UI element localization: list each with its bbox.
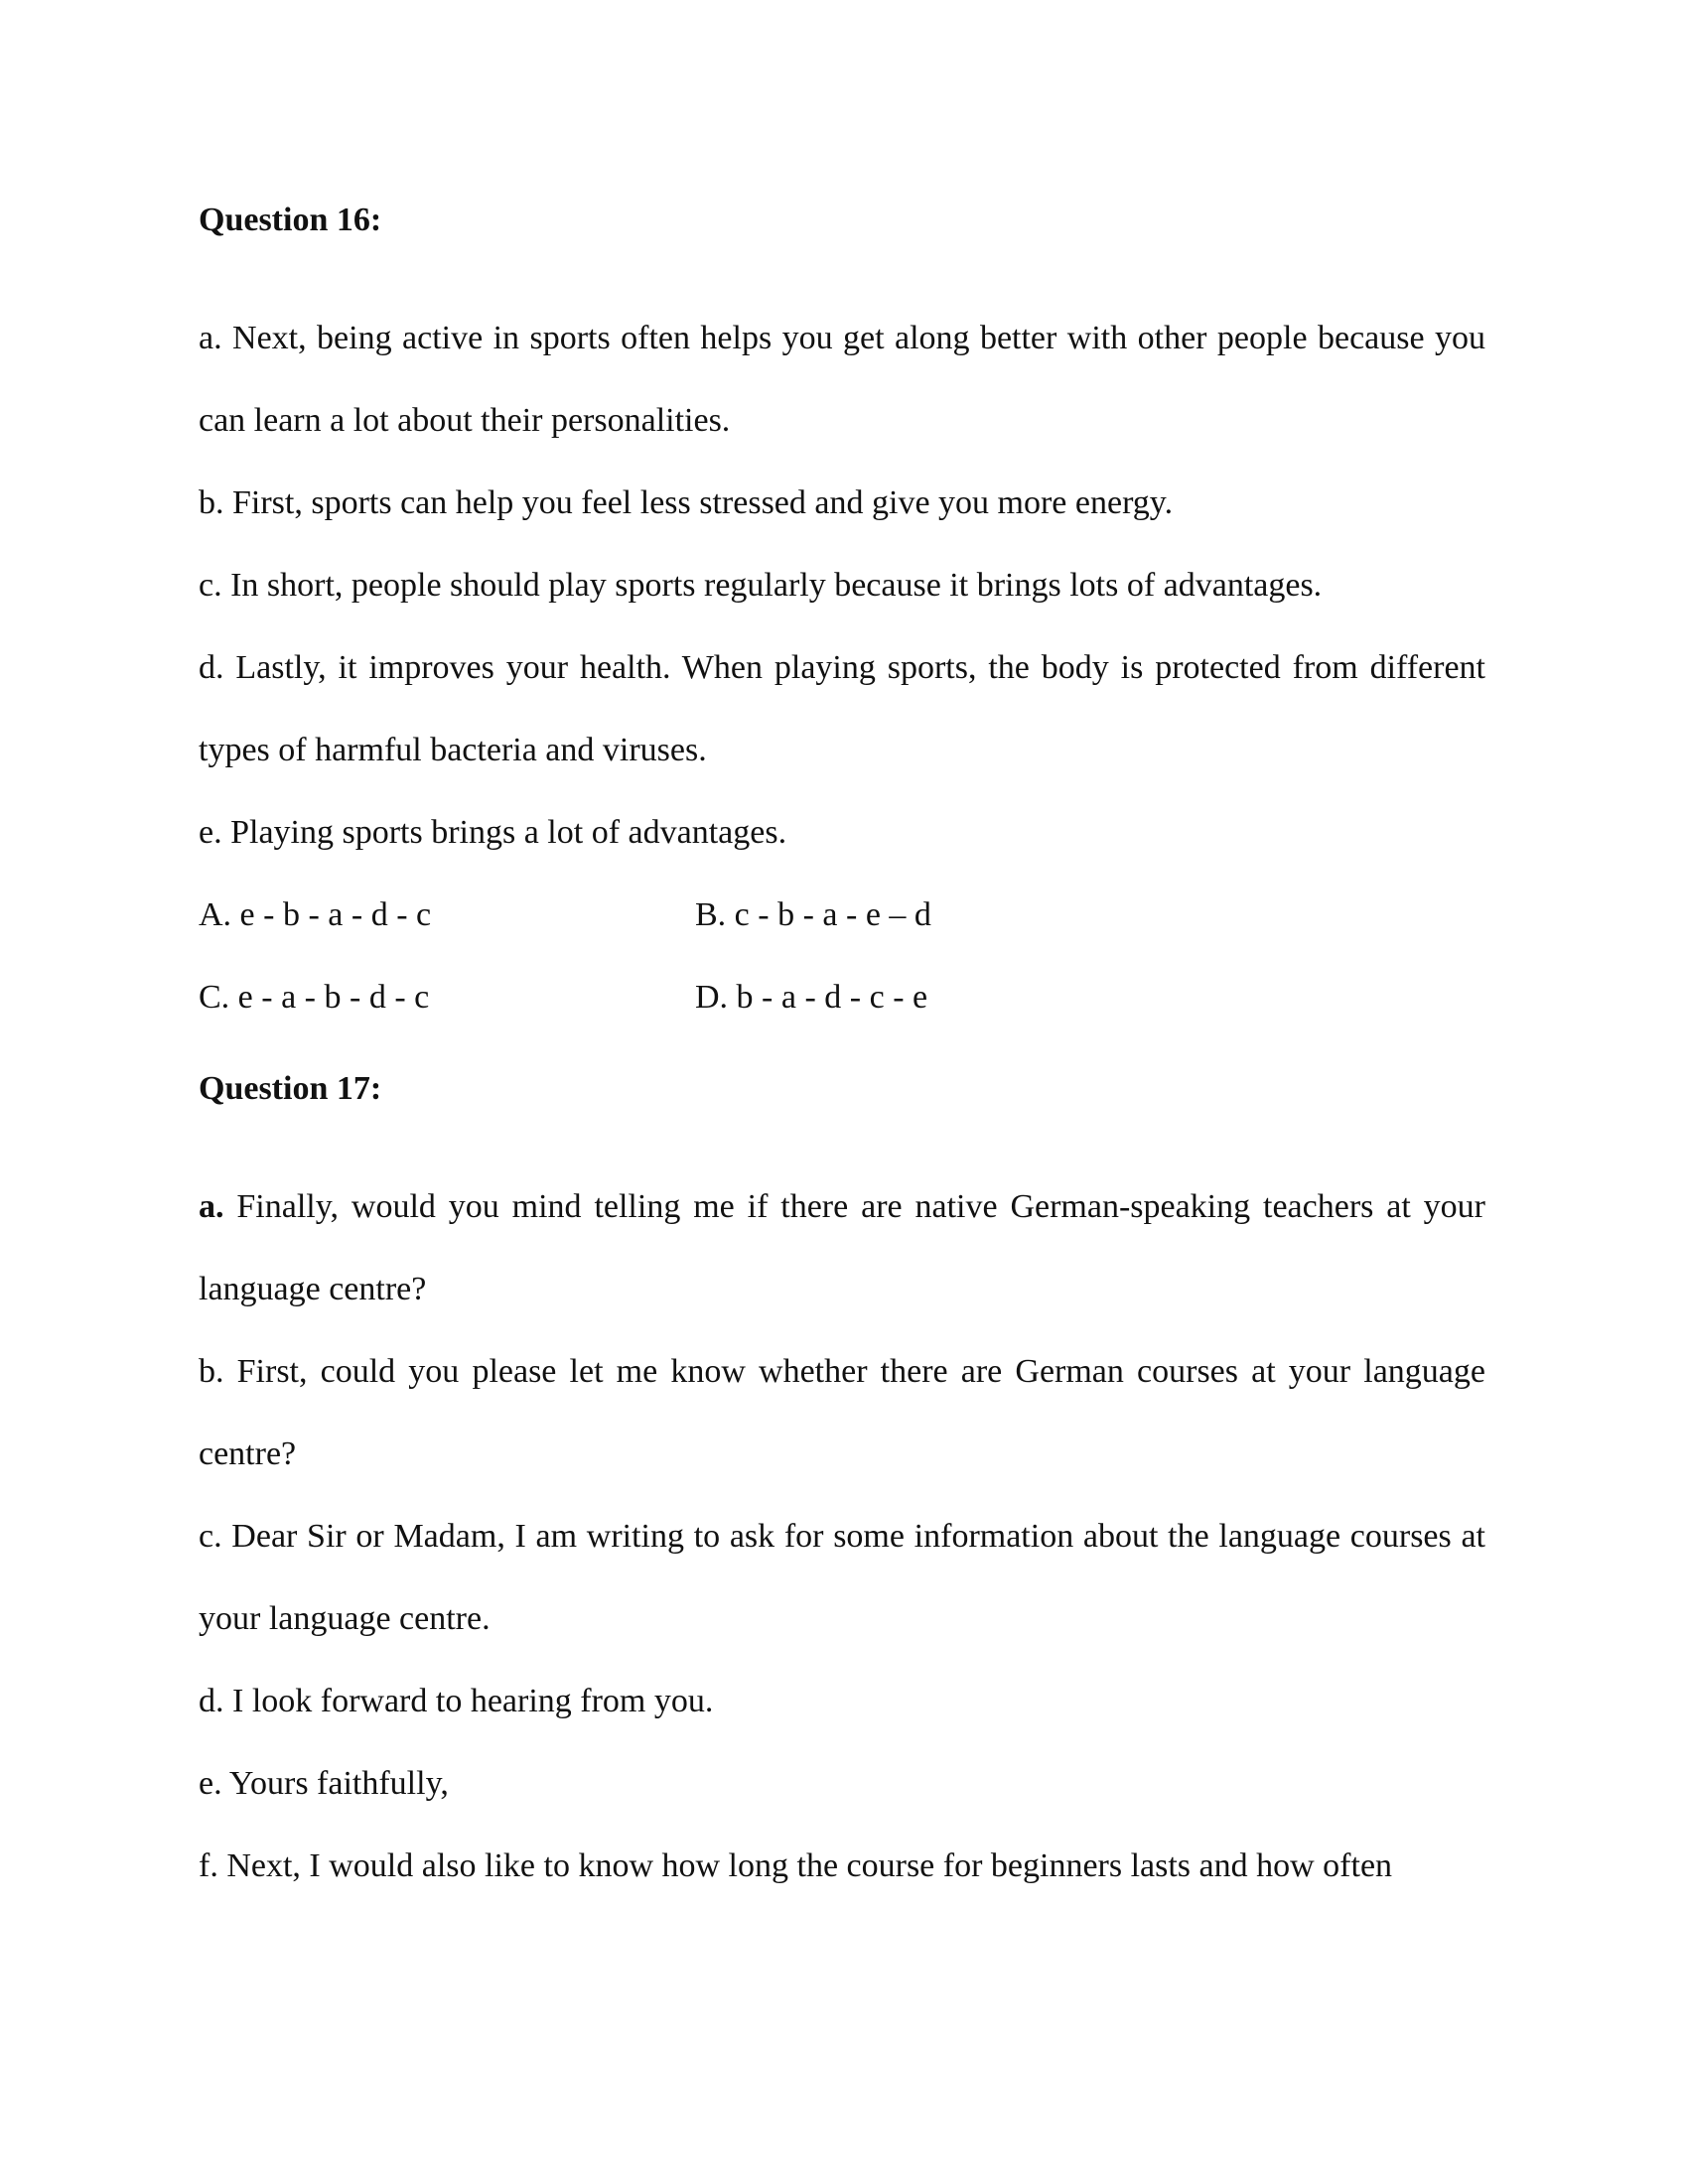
q17-item-f-text: Next, I would also like to know how long the course for beginners lasts and how often xyxy=(226,1847,1393,1884)
q16-item-a xyxy=(199,297,1485,462)
q16-option-b: B. c - b - a - e – d xyxy=(695,896,931,933)
q16-item-c xyxy=(199,544,1485,626)
q16-item-e-text: Playing sports brings a lot of advantages. xyxy=(230,814,787,851)
q16-item-e-label: e. xyxy=(199,814,222,851)
q16-options xyxy=(199,874,1485,1038)
q17-item-c xyxy=(199,1495,1485,1660)
question-16-heading: Question 16: xyxy=(199,202,382,238)
question-17-heading: Question 17: xyxy=(199,1070,382,1107)
q16-options-row-1 xyxy=(199,874,1485,956)
q16-item-d xyxy=(199,626,1485,791)
q17-item-b xyxy=(199,1330,1485,1495)
q17-item-a-text: Finally, would you mind telling me if there are native German-speaking teachers at your language centre? xyxy=(199,1188,1485,1307)
q17-item-d-label: d. xyxy=(199,1683,224,1719)
q16-item-b-text: First, sports can help you feel less stressed and give you more energy. xyxy=(232,484,1174,521)
q16-item-d-label: d. xyxy=(199,649,224,686)
q16-item-a-label: a. xyxy=(199,320,222,356)
q16-option-d: D. b - a - d - c - e xyxy=(695,979,928,1016)
q17-item-f xyxy=(199,1825,1485,1907)
q17-item-d-text: I look forward to hearing from you. xyxy=(232,1683,714,1719)
q17-item-e-label: e. xyxy=(199,1765,222,1802)
q16-item-a-text: Next, being active in sports often helps you get along better with other people because you can learn a lot about their personalities. xyxy=(199,320,1486,439)
q17-item-d xyxy=(199,1660,1485,1742)
document-page xyxy=(199,196,1485,1907)
q17-item-a-label: a. xyxy=(199,1188,224,1225)
q17-item-e-text: Yours faithfully, xyxy=(228,1765,449,1802)
q16-item-b xyxy=(199,462,1485,544)
q17-item-b-label: b. xyxy=(199,1353,224,1390)
q17-item-c-label: c. xyxy=(199,1518,222,1555)
q16-option-a: A. e - b - a - d - c xyxy=(199,896,432,933)
q16-item-c-label: c. xyxy=(199,567,222,604)
q16-option-c: C. e - a - b - d - c xyxy=(199,979,430,1016)
q16-options-row-2 xyxy=(199,956,1485,1038)
q16-item-d-text: Lastly, it improves your health. When playing sports, the body is protected from different types of harmful bacteria and viruses. xyxy=(199,649,1485,768)
q16-item-c-text: In short, people should play sports regularly because it brings lots of advantages. xyxy=(230,567,1323,604)
q17-item-e xyxy=(199,1742,1485,1825)
q17-item-f-label: f. xyxy=(199,1847,218,1884)
q16-item-b-label: b. xyxy=(199,484,224,521)
q17-item-b-text: First, could you please let me know whether there are German courses at your language centre? xyxy=(199,1353,1485,1472)
q17-item-a xyxy=(199,1165,1485,1330)
q17-item-c-text: Dear Sir or Madam, I am writing to ask for some information about the language courses at your language centre. xyxy=(199,1518,1485,1637)
q16-item-e xyxy=(199,791,1485,874)
